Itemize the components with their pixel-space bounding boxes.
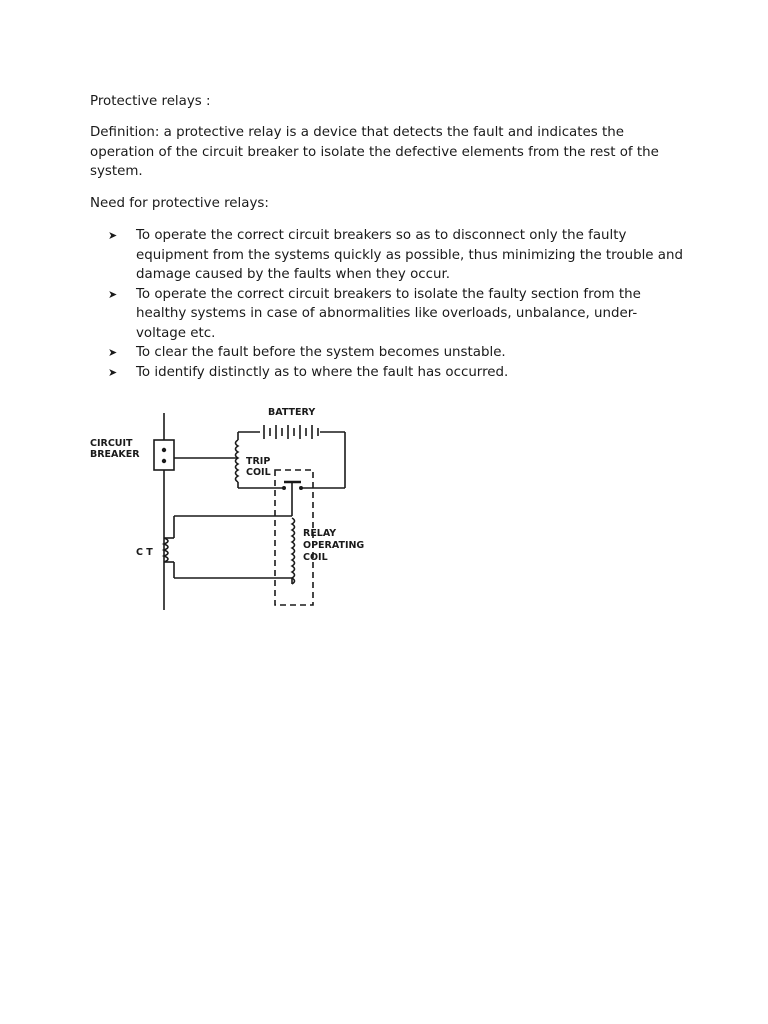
arrowhead-bullet-icon: ➤ — [108, 229, 118, 242]
circuit-breaker-label: BREAKER — [90, 449, 140, 460]
trip-coil — [236, 440, 239, 482]
list-item — [108, 363, 683, 383]
list-item — [108, 226, 683, 285]
list-item-text: To operate the correct circuit breakers to isolate the faulty section from the healthy systems in case of abnormalities like overloads, unbalance, under-voltage etc. — [136, 286, 641, 341]
arrowhead-bullet-icon: ➤ — [108, 287, 118, 301]
battery-symbol — [264, 425, 318, 439]
need-heading: Need for protective relays: — [90, 196, 269, 211]
list-item-text: To identify distinctly as to where the fault has occurred. — [136, 364, 509, 380]
ct-label: C T — [136, 547, 153, 558]
relay-label: COIL — [303, 552, 328, 563]
relay-circuit-diagram — [88, 398, 378, 613]
trip-coil-label: TRIP — [246, 456, 271, 467]
arrowhead-bullet-icon: ➤ — [108, 346, 118, 359]
relay-operating-coil — [292, 518, 295, 584]
list-item — [108, 343, 683, 363]
list-item-text: To clear the fault before the system becomes unstable. — [136, 345, 506, 360]
trip-coil-label: COIL — [246, 467, 271, 478]
battery-label: BATTERY — [268, 407, 316, 418]
arrowhead-bullet-icon: ➤ — [108, 365, 118, 379]
list-item — [108, 285, 683, 344]
list-item-text: To operate the correct circuit breakers so as to disconnect only the faulty equipment from the systems quickly as possible, thus minimizing the trouble and damage caused by the faults when they occur. — [136, 228, 683, 282]
circuit-breaker-label: CIRCUIT — [90, 438, 133, 449]
definition-paragraph: Definition: a protective relay is a device that detects the fault and indicates the operation of the circuit breaker to isolate the defective elements from the rest of the system. — [90, 125, 659, 179]
section-heading: Protective relays : — [90, 94, 211, 109]
need-list — [108, 226, 683, 382]
relay-label: OPERATING — [303, 540, 365, 551]
relay-label: RELAY — [303, 528, 337, 539]
circuit-breaker-box — [154, 440, 174, 470]
